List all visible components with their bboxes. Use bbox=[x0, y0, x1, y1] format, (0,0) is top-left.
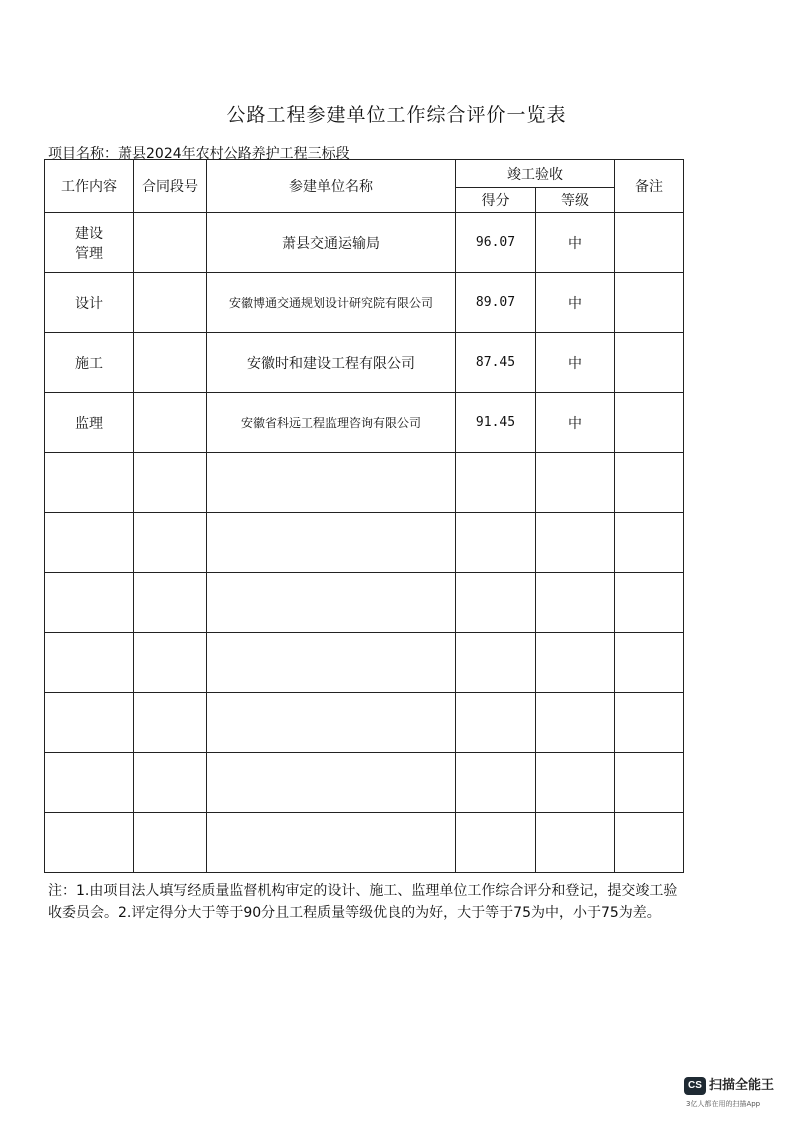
empty-cell bbox=[134, 453, 207, 513]
cell-grade: 中 bbox=[536, 393, 615, 453]
cell-work-content: 监理 bbox=[45, 393, 134, 453]
empty-cell bbox=[615, 633, 684, 693]
footnote: 注：1.由项目法人填写经质量监督机构审定的设计、施工、监理单位工作综合评分和登记，提交竣工验收委员会。2.评定得分大于等于90分且工程质量等级优良的为好，大于等于75为中，小于75为差。 bbox=[48, 883, 678, 921]
page-title: 公路工程参建单位工作综合评价一览表 bbox=[226, 104, 567, 126]
empty-cell bbox=[456, 813, 536, 873]
evaluation-table bbox=[44, 159, 684, 873]
empty-cell bbox=[536, 693, 615, 753]
empty-cell bbox=[536, 633, 615, 693]
empty-cell bbox=[536, 813, 615, 873]
table-row bbox=[45, 213, 684, 273]
empty-cell bbox=[207, 813, 456, 873]
cell-contract-section bbox=[134, 393, 207, 453]
empty-cell bbox=[536, 753, 615, 813]
table-row bbox=[45, 273, 684, 333]
empty-cell bbox=[45, 453, 134, 513]
empty-cell bbox=[456, 633, 536, 693]
cell-contract-section bbox=[134, 213, 207, 273]
empty-cell bbox=[45, 813, 134, 873]
empty-cell bbox=[615, 753, 684, 813]
empty-cell bbox=[615, 453, 684, 513]
cell-grade: 中 bbox=[536, 213, 615, 273]
empty-cell bbox=[456, 693, 536, 753]
empty-cell bbox=[456, 513, 536, 573]
empty-table-row bbox=[45, 633, 684, 693]
empty-cell bbox=[456, 453, 536, 513]
header-grade: 等级 bbox=[536, 188, 615, 213]
cell-score: 87.45 bbox=[456, 333, 536, 393]
empty-table-row bbox=[45, 453, 684, 513]
cell-unit-name: 萧县交通运输局 bbox=[207, 213, 456, 273]
camscanner-logo-icon: CS bbox=[684, 1077, 706, 1095]
header-acceptance: 竣工验收 bbox=[456, 160, 615, 188]
cell-grade: 中 bbox=[536, 273, 615, 333]
watermark-tagline: 3亿人都在用的扫描App bbox=[686, 1100, 761, 1108]
cell-score: 91.45 bbox=[456, 393, 536, 453]
empty-cell bbox=[615, 813, 684, 873]
cell-work-content: 建设 管理 bbox=[45, 213, 134, 273]
cell-grade: 中 bbox=[536, 333, 615, 393]
cell-unit-name: 安徽省科远工程监理咨询有限公司 bbox=[207, 393, 456, 453]
cell-remarks bbox=[615, 393, 684, 453]
cell-remarks bbox=[615, 273, 684, 333]
cell-contract-section bbox=[134, 273, 207, 333]
empty-cell bbox=[615, 693, 684, 753]
cell-unit-name: 安徽时和建设工程有限公司 bbox=[207, 333, 456, 393]
empty-cell bbox=[456, 753, 536, 813]
empty-cell bbox=[536, 513, 615, 573]
cell-unit-name: 安徽博通交通规划设计研究院有限公司 bbox=[207, 273, 456, 333]
empty-cell bbox=[207, 453, 456, 513]
table-row bbox=[45, 333, 684, 393]
project-name-line: 项目名称：萧县2024年农村公路养护工程三标段 bbox=[48, 146, 350, 162]
empty-table-row bbox=[45, 513, 684, 573]
watermark-name: 扫描全能王 bbox=[709, 1078, 775, 1093]
empty-cell bbox=[615, 513, 684, 573]
empty-cell bbox=[134, 813, 207, 873]
cell-score: 96.07 bbox=[456, 213, 536, 273]
empty-table-row bbox=[45, 693, 684, 753]
header-unit-name: 参建单位名称 bbox=[207, 160, 456, 213]
empty-cell bbox=[45, 513, 134, 573]
empty-cell bbox=[207, 693, 456, 753]
empty-cell bbox=[536, 453, 615, 513]
cell-remarks bbox=[615, 333, 684, 393]
empty-cell bbox=[134, 633, 207, 693]
empty-cell bbox=[207, 753, 456, 813]
header-score: 得分 bbox=[456, 188, 536, 213]
empty-cell bbox=[207, 633, 456, 693]
empty-cell bbox=[134, 753, 207, 813]
header-remarks: 备注 bbox=[615, 160, 684, 213]
empty-cell bbox=[207, 573, 456, 633]
empty-cell bbox=[134, 573, 207, 633]
empty-table-row bbox=[45, 753, 684, 813]
empty-cell bbox=[45, 573, 134, 633]
empty-cell bbox=[45, 633, 134, 693]
empty-table-row bbox=[45, 573, 684, 633]
empty-cell bbox=[456, 573, 536, 633]
empty-cell bbox=[536, 573, 615, 633]
cell-score: 89.07 bbox=[456, 273, 536, 333]
empty-table-row bbox=[45, 813, 684, 873]
header-contract-section: 合同段号 bbox=[134, 160, 207, 213]
header-work-content: 工作内容 bbox=[45, 160, 134, 213]
empty-cell bbox=[615, 573, 684, 633]
empty-cell bbox=[134, 513, 207, 573]
empty-cell bbox=[134, 693, 207, 753]
empty-cell bbox=[45, 753, 134, 813]
table-row bbox=[45, 393, 684, 453]
cell-work-content: 施工 bbox=[45, 333, 134, 393]
scanner-watermark bbox=[684, 1077, 780, 1113]
cell-contract-section bbox=[134, 333, 207, 393]
cell-work-content: 设计 bbox=[45, 273, 134, 333]
cell-remarks bbox=[615, 213, 684, 273]
empty-cell bbox=[207, 513, 456, 573]
empty-cell bbox=[45, 693, 134, 753]
